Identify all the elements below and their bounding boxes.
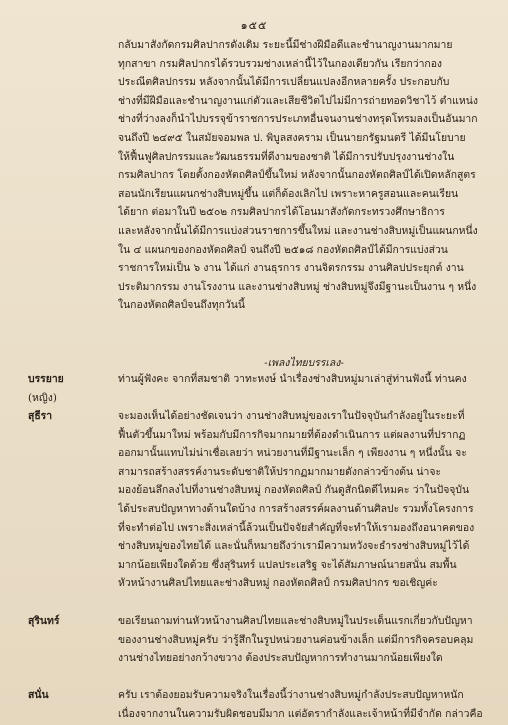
text-line: ราชการใหม่เป็น ๖ งาน ได้แก่ งานธุรการ งานจิตรกรรม งานศิลปประยุกต์ งาน — [118, 262, 464, 275]
text-line: เนื่องจากงานในความรับผิดชอบมีมาก แต่อัตรากำลังและเจ้าหน้าที่มีจำกัด กล่าวคือ — [118, 707, 483, 720]
text-line: ช่างสิบหมู่ของไทยได้ และนั่นก็หมายถึงว่าเรามีความหวังจะธำรงช่างสิบหมู่ไว้ได้ — [118, 540, 470, 553]
song-interlude: -เพลงไทยบรรเลง- — [264, 357, 344, 369]
text-line: สอนนักเรียนแผนกช่างสิบหมู่ขึ้น แต่ก็ต้องเลิกไป เพราะหาครูสอนและคนเรียน — [118, 187, 459, 200]
text-line: ช่างที่ว่างลงก็นำไปบรรจุข้าราชการประเภทอื่นจนงานช่างทรุดโทรมลงเป็นอันมาก — [118, 113, 478, 126]
text-line: มองย้อนลึกลงไปที่งานช่างสิบหมู่ กองหัตถศิลป์ กันดูสักนิดดีไหมคะ ว่าในปัจจุบัน — [118, 484, 470, 497]
speaker-narrator — [28, 370, 108, 407]
text-line: สามารถสร้างสรรค์งานระดับชาติให้ปรากฏมากมายดังกล่าวข้างต้น น่าจะ — [118, 465, 442, 478]
speaker-name: สุธีรา — [28, 410, 53, 422]
text-line: จะมองเห็นได้อย่างชัดเจนว่า งานช่างสิบหมู่ของเราในปัจจุบันกำลังอยู่ในระยะที่ — [118, 410, 465, 422]
speaker-name: บรรยาย — [28, 373, 64, 385]
text-line: ประติมากรรม งานโรงงาน และงานช่างสิบหมู่ ช่างสิบหมู่จึงมีฐานะเป็นงาน ๆ หนึ่ง — [118, 280, 477, 293]
dialogue-surin — [118, 612, 490, 668]
text-line: จนถึงปี ๒๔๙๕ ในสมัยจอมพล ป. พิบูลสงคราม เป็นนายกรัฐมนตรี ได้มีนโยบาย — [118, 131, 466, 144]
speaker-surin — [28, 612, 108, 631]
text-line: กรมศิลปากร โดยตั้งกองหัตถศิลป์ขึ้นใหม่ หลังจากนั้นกองหัตถศิลป์ได้เปิดหลักสูตร — [118, 169, 476, 182]
text-line: ท่านผู้ฟังคะ จากที่สมชาติ วาทะหงษ์ นำเรื่องช่างสิบหมู่มาเล่าสู่ท่านฟังนี้ ท่านคง — [118, 373, 467, 385]
text-line: ใน ๔ แผนกของกองหัตถศิลป์ จนถึงปี ๒๕๑๘ กองหัตถศิลป์ได้มีการแบ่งส่วน — [118, 243, 448, 256]
speaker-name: สนั่น — [28, 689, 49, 701]
text-line: ขอเรียนถามท่านหัวหน้างานศิลปไทยและช่างสิบหมู่ในประเด็นแรกเกี่ยวกับปัญหา — [118, 615, 473, 627]
dialogue-sanan — [118, 686, 490, 723]
speaker-name: สุรินทร์ — [28, 615, 60, 627]
text-line: ได้ประสบปัญหาทางด้านใดบ้าง การสร้างสรรค์ผลงานด้านศิลปะ รวมทั้งโครงการ — [118, 502, 474, 515]
text-line: และหลังจากนั้นได้มีการแบ่งส่วนราชการขึ้นใหม่ และงานช่างสิบหมู่เป็นแผนกหนึ่ง — [118, 224, 478, 237]
text-line: มากน้อยเพียงใดด้วย ซึ่งสุรินทร์ แปลประเสริฐ จะได้สัมภาษณ์นายสนั่น สมพื้น — [118, 558, 457, 571]
dialogue-narrator — [118, 370, 490, 389]
text-line: ฟื้นตัวขึ้นมาใหม่ พร้อมกับมีการกิจมากมายที่ต้องดำเนินการ แต่ผลงานที่ปรากฏ — [118, 428, 466, 441]
text-line: ครับ เราต้องยอมรับความจริงในเรื่องนี้ว่างานช่างสิบหมู่กำลังประสบปัญหาหนัก — [118, 689, 464, 701]
text-line: ในกองหัตถศิลป์จนถึงทุกวันนี้ — [118, 299, 245, 312]
text-line: ทุกสาขา กรมศิลปากรได้รวบรวมช่างเหล่านี้ไว้ในกองเดียวกัน เรียกว่ากอง — [118, 57, 443, 70]
page-number: ๑๕๕ — [240, 19, 268, 32]
text-line: หัวหน้างานศิลปไทยและช่างสิบหมู่ กองหัตถศิลป์ กรมศิลปากร ขอเชิญค่ะ — [118, 577, 438, 590]
text-line: ช่างที่มีฝีมือและชำนาญงานแก่ตัวและเสียชีวิตไปไม่มีการถ่ายทอดวิชาไว้ ตำแหน่ง — [118, 94, 478, 107]
intro-paragraph — [118, 36, 490, 315]
text-line: ได้ยาก ต่อมาในปี ๒๕๐๒ กรมศิลปากรได้โอนมาสังกัดกระทรวงศึกษาธิการ — [118, 206, 445, 219]
text-line: ที่จะทำต่อไป เพราะสิ่งเหล่านี้ล้วนเป็นปัจจัยสำคัญที่จะทำให้เรามองถึงอนาคตของ — [118, 521, 475, 534]
speaker-sanan — [28, 686, 108, 705]
text-line: กลับมาสังกัดกรมศิลปากรดังเดิม ระยะนี้มีช่างฝีมือดีและชำนาญงานมากมาย — [118, 39, 453, 51]
text-line: ให้ฟื้นฟูศิลปกรรมและวัฒนธรรมที่ดีงามของชาติ ได้มีการปรับปรุงงานช่างใน — [118, 150, 455, 163]
text-line: งานช่างไทยอย่างกว้างขวาง ต้องประสบปัญหาการทำงานมากน้อยเพียงใด — [118, 652, 443, 665]
text-line: ออกมานั้นแทบไม่น่าเชื่อเลยว่า หน่วยงานที่มีฐานะเล็ก ๆ เพียงงาน ๆ หนึ่งนั้น จะ — [118, 447, 467, 460]
text-line: ของงานช่างสิบหมู่ครับ ว่ารู้สึกในรูปหน่วยงานค่อนข้างเล็ก แต่มีการกิจครอบคลุม — [118, 633, 474, 646]
speaker-sutheera — [28, 407, 108, 426]
dialogue-sutheera — [118, 407, 490, 593]
speaker-note: (หญิง) — [28, 391, 57, 404]
text-line: ประณีตศิลปกรรม หลังจากนั้นได้มีการเปลี่ยนแปลงอีกหลายครั้ง ประกอบกับ — [118, 76, 450, 89]
